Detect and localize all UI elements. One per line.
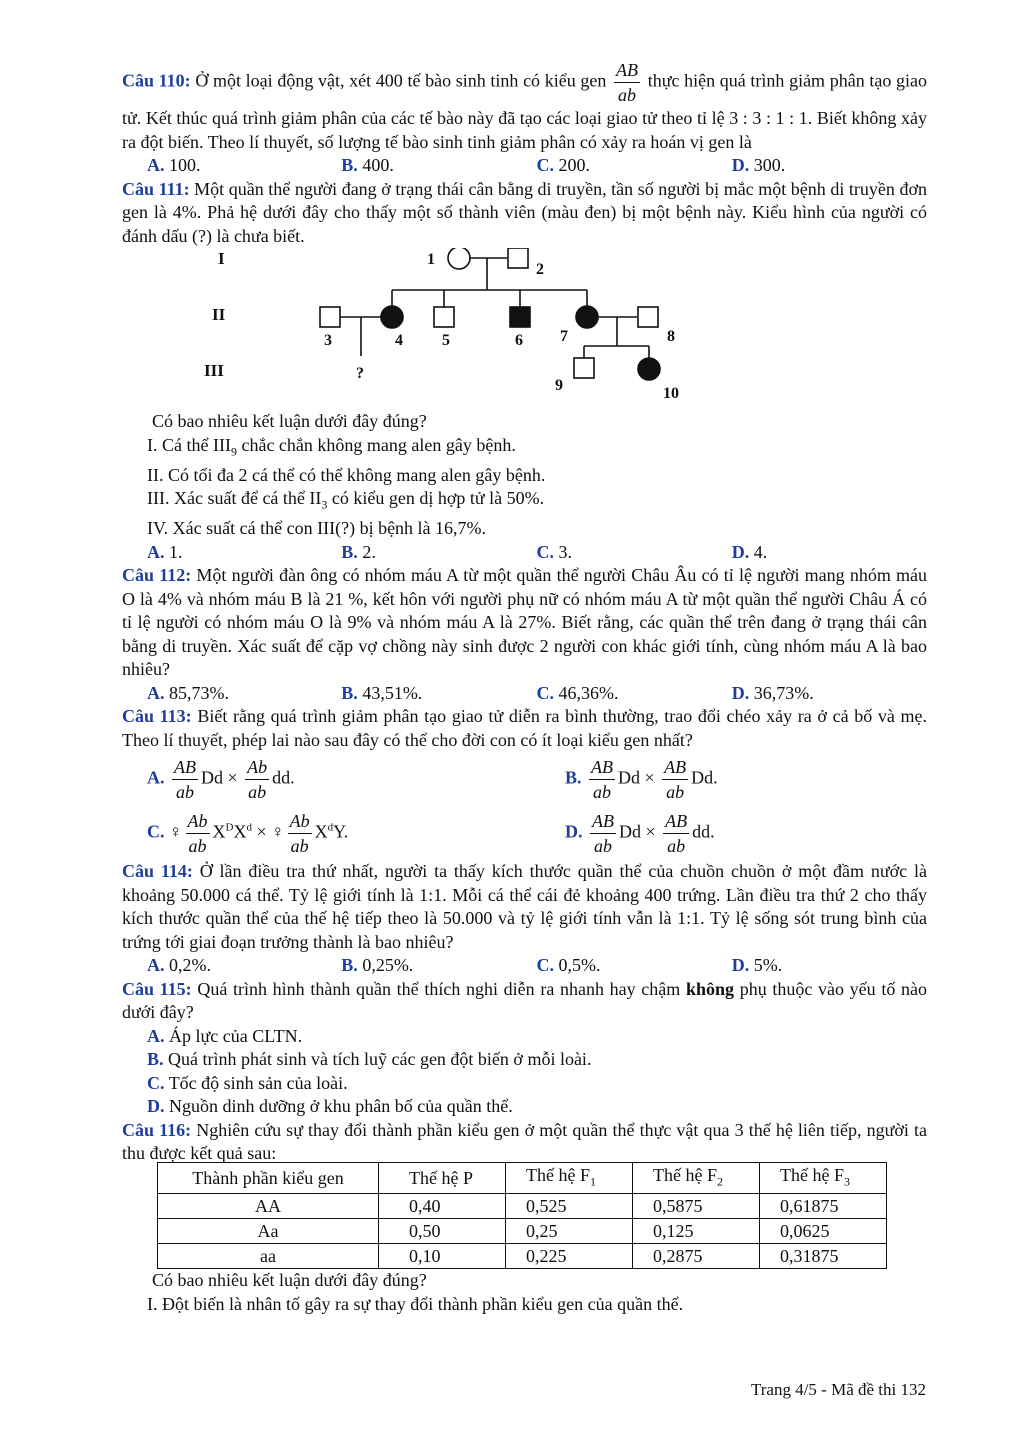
options-111: [122, 541, 927, 565]
id-label-1: 1: [427, 251, 435, 268]
question-number: Câu 112:: [122, 565, 192, 586]
question-116: [122, 1119, 927, 1166]
individual-5: [434, 307, 454, 327]
option-a[interactable]: A. 100.: [147, 155, 201, 175]
option-d[interactable]: D. Nguồn dinh dưỡng ở khu phân bố của quần thể.: [147, 1096, 513, 1117]
option-b[interactable]: B. 43,51%.: [341, 682, 423, 703]
option-a[interactable]: A. $\frac{AB}{ab}$ Dd × $\frac{Ab}{ab}$ dd.: [147, 756, 295, 802]
options-110: [122, 154, 927, 178]
question-text: Nghiên cứu sự thay đổi thành phần kiểu gen ở một quần thể thực vật qua 3 thế hệ liên tiếp, người ta thu được kết quả sau:: [122, 1119, 927, 1164]
options-113-row2: [122, 806, 927, 860]
question-110: Câu 110: Ở một loại động vật, xét 400 tế bào sinh tinh có kiểu gen $\frac{AB}{ab}$ thực hiện quá trình giảm phân tạo giao tử. Kết thúc quá trình giảm phân của các tế bào này đã tạo các loại giao tử theo tỉ lệ 3 : 3 : 1 : 1. Biết không xảy ra đột biến. Theo lí thuyết, số lượng tế bào sinh tinh giảm phân có xảy ra hoán vị gen là: [122, 60, 928, 152]
table-row: AA 0,40 0,525 0,5875 0,61875: [158, 1194, 887, 1219]
id-label-2: 2: [536, 261, 544, 278]
option-c[interactable]: C. ♀ $\frac{Ab}{ab}$ $X^DX^d$ × ♀ $\frac{Ab}{ab}$ $X^dY$.: [147, 810, 349, 856]
question-text: Biết rằng quá trình giảm phân tạo giao tử diễn ra bình thường, trao đổi chéo xảy ra ở cả bố và mẹ. Theo lí thuyết, phép lai nào sau đây có thể cho đời con có ít loại kiểu gen nhất?: [122, 706, 927, 750]
option-b[interactable]: B. 2.: [341, 541, 376, 562]
id-label-5: 5: [442, 332, 450, 349]
id-label-10: 10: [663, 385, 679, 402]
option-d[interactable]: D. 5%.: [731, 955, 783, 976]
option-d[interactable]: D. 300.: [731, 155, 786, 175]
id-label-3: 3: [324, 332, 332, 349]
statement-iii: III. Xác suất để cá thể $II_3$ có kiểu gen dị hợp tử là 50%.: [147, 488, 545, 512]
id-label-6: 6: [515, 332, 523, 349]
option-a[interactable]: A. 1.: [147, 541, 183, 562]
page-footer: Trang 4/5 - Mã đề thi 132: [750, 1380, 926, 1399]
question-114: [122, 860, 927, 954]
options-113-row1: [122, 752, 927, 806]
option-a[interactable]: A. 85,73%.: [147, 682, 229, 703]
question-112: [122, 564, 927, 682]
question-text: Ở lần điều tra thứ nhất, người ta thấy kích thước quần thể của chuồn chuồn ở một đầm nước là khoảng 50.000 cá thể. Tỷ lệ giới tính là 1:1. Mỗi cá thể cái đẻ khoảng 400 trứng. Lần điều tra thứ 2 cho thấy kích thước quần thể của thế hệ tiếp theo là 50.000 và tỷ lệ giới tính vẫn là 1:1. Tỷ lệ sống sót trung bình của trứng tới giai đoạn trưởng thành là bao nhiêu?: [122, 861, 927, 952]
question-number: Câu 113:: [122, 706, 192, 727]
individual-6: [510, 307, 530, 327]
question-text: Một người đàn ông có nhóm máu A từ một quần thể người Châu Âu có tỉ lệ người mang nhóm máu O là 4% và nhóm máu B là 21 %, kết hôn với người phụ nữ có nhóm máu A từ một quần thể người Châu Á có tỉ lệ người có nhóm máu O là 9% và nhóm máu A là 27%. Biết rằng, các quần thể trên đang ở trạng thái cân bằng di truyền. Xác suất để cặp vợ chồng này sinh được 2 người con khác giới tính, cùng nhóm máu A là bao nhiêu?: [122, 565, 928, 680]
question-111: [122, 178, 927, 249]
question-text: phân tạo giao tử. Kết thúc quá trình giảm phân của các tế bào này đã tạo các loại giao tử theo tỉ lệ 3 : 3 : 1 : 1. Biết không xảy ra đột biến. Theo lí thuyết, số lượng tế bào sinh tinh giảm phân có xảy ra hoán vị gen là: [122, 70, 928, 152]
option-a[interactable]: A. 0,2%.: [147, 955, 211, 976]
option-c[interactable]: C. Tốc độ sinh sản của loài.: [147, 1072, 348, 1093]
option-d[interactable]: D. 36,73%.: [731, 682, 814, 703]
exam-page: [122, 58, 927, 1316]
individual-1: [448, 248, 470, 269]
statement-i: I. Cá thể $III_9$ chắc chắn không mang alen gây bệnh.: [147, 434, 516, 459]
question-number: Câu 114:: [122, 861, 193, 882]
individual-2: [508, 248, 528, 268]
genotype-table: [157, 1162, 887, 1270]
prompt-116: Có bao nhiêu kết luận dưới đây đúng?: [152, 1270, 427, 1291]
table-row: Aa 0,50 0,25 0,125 0,0625: [158, 1219, 887, 1244]
individual-3: [320, 307, 340, 327]
individual-9: [574, 358, 594, 378]
option-b[interactable]: B. 400.: [341, 155, 394, 175]
individual-8: [638, 307, 658, 327]
generation-label-ii: II: [212, 305, 226, 324]
question-number: Câu 111:: [122, 178, 190, 199]
question-text: Ở một loại động vật, xét 400 tế bào sinh tinh có kiểu gen: [195, 70, 607, 91]
genotype-fraction: $\frac{AB}{ab}$: [616, 60, 639, 105]
id-label-4: 4: [395, 332, 403, 349]
option-d[interactable]: D. $\frac{AB}{ab}$ Dd × $\frac{AB}{ab}$ dd.: [565, 810, 715, 856]
option-c[interactable]: C. 0,5%.: [536, 955, 601, 976]
prompt-111: Có bao nhiêu kết luận dưới đây đúng?: [152, 411, 427, 431]
statement-iv: IV. Xác suất cá thể con III(?) bị bệnh là 16,7%.: [147, 518, 487, 539]
unknown-marker: ?: [356, 365, 364, 382]
question-text: Một quần thể người đang ở trạng thái cân bằng di truyền, tần số người bị mắc một bệnh di truyền đơn gen là 4%. Phả hệ dưới đây cho thấy một số thành viên (màu đen) bị một bệnh này. Kiểu hình của người có đánh dấu (?) là chưa biết.: [122, 178, 927, 246]
table-row: aa 0,10 0,225 0,2875 0,31875: [158, 1244, 887, 1269]
options-112: [122, 682, 927, 706]
question-number: Câu 116:: [122, 1119, 192, 1140]
question-number: Câu 110:: [122, 70, 191, 91]
statement-i: I. Đột biến là nhân tố gây ra sự thay đổi thành phần kiểu gen của quần thể.: [147, 1293, 684, 1314]
option-d[interactable]: D. 4.: [731, 541, 768, 562]
options-114: [122, 954, 927, 978]
id-label-7: 7: [560, 328, 568, 345]
option-c[interactable]: C. 200.: [536, 155, 591, 175]
table-header-row: Thành phần kiểu gen Thế hệ P Thế hệ $F_1$ Thế hệ $F_2$ Thế hệ $F_3$: [158, 1162, 887, 1194]
question-number: Câu 115:: [122, 978, 192, 999]
option-b[interactable]: B. $\frac{AB}{ab}$ Dd × $\frac{AB}{ab}$ Dd.: [565, 756, 718, 802]
individual-7: [576, 306, 598, 328]
option-b[interactable]: B. 0,25%.: [341, 955, 414, 976]
question-115: Câu 115: Quá trình hình thành quần thể thích nghi diễn ra nhanh hay chậm không phụ thuộc vào yếu tố nào dưới đây?: [122, 978, 927, 1023]
question-113: [122, 705, 927, 752]
id-label-8: 8: [667, 328, 675, 345]
id-label-9: 9: [555, 377, 563, 394]
option-c[interactable]: C. 3.: [536, 541, 573, 562]
option-c[interactable]: C. 46,36%.: [536, 682, 619, 703]
statement-ii: II. Có tối đa 2 cá thể có thể không mang alen gây bệnh.: [147, 464, 546, 485]
individual-4: [381, 306, 403, 328]
individual-10: [638, 358, 660, 380]
pedigree-chart: [122, 248, 927, 416]
generation-label-i: I: [218, 249, 225, 268]
generation-label-iii: III: [204, 361, 224, 380]
option-a[interactable]: A. Áp lực của CLTN.: [147, 1025, 303, 1046]
option-b[interactable]: B. Quá trình phát sinh và tích luỹ các gen đột biến ở mỗi loài.: [147, 1049, 592, 1070]
